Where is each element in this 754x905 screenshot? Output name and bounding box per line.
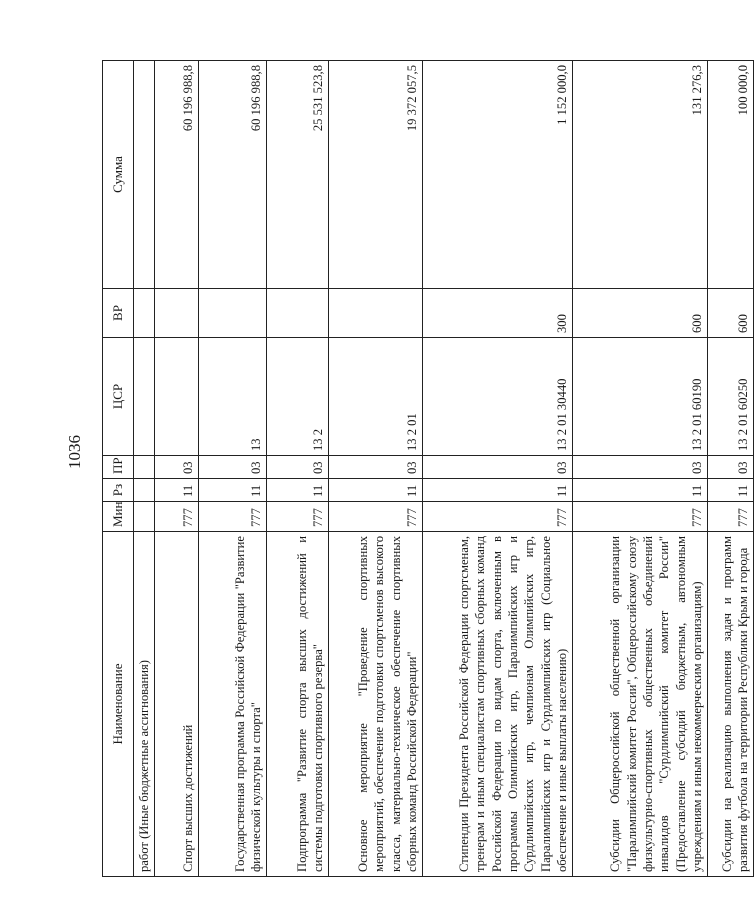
table-row: [199, 61, 267, 877]
budget-table-rotated: [102, 61, 750, 877]
row-vr: [329, 289, 423, 338]
row-vr: [267, 289, 329, 338]
header-vr: ВР: [103, 289, 134, 338]
row-pr: 03: [155, 456, 199, 479]
row-csr: 13 2 01: [329, 338, 423, 456]
row-name: Основное мероприятие "Проведение спортивных мероприятий, обеспечение подготовки спортсменов высокого класса, материально-техническое обеспечение спортивных сборных команд Российской Федерации": [329, 532, 423, 877]
row-csr: 13 2: [267, 338, 329, 456]
header-name: Наименование: [103, 532, 134, 877]
row-min: 777: [267, 502, 329, 532]
table-row: [423, 61, 573, 877]
row-rz: 11: [573, 479, 708, 502]
row-name: Государственная программа Российской Федерации "Развитие физической культуры и спорта": [199, 532, 267, 877]
table-row: [329, 61, 423, 877]
row-rz: 11: [155, 479, 199, 502]
row-min: 777: [423, 502, 573, 532]
row-rz: 11: [267, 479, 329, 502]
row-min: 777: [329, 502, 423, 532]
header-min: Мин: [103, 502, 134, 532]
row-vr: [199, 289, 267, 338]
row-csr: 13 2 01 60250: [708, 338, 754, 456]
row-rz: 11: [708, 479, 754, 502]
row-name: Субсидии Общероссийской общественной организации "Паралимпийский комитет России", Общероссийскому союзу физкультурно-спортивных общественных объединений инвалидов "Сурдлимпийский комитет России" (Предоставление субсидий бюджетным, автономным учреждениям и иным некоммерческим организациям): [573, 532, 708, 877]
row-min: 777: [708, 502, 754, 532]
row-csr: 13: [199, 338, 267, 456]
page-number: 1036: [65, 435, 84, 469]
row-vr: 300: [423, 289, 573, 338]
row-pr: 03: [267, 456, 329, 479]
row-sum: 60 196 988,8: [155, 61, 199, 289]
row-rz: 11: [329, 479, 423, 502]
table-row: [708, 61, 754, 877]
row-name: Стипендии Президента Российской Федерации спортсменам, тренерам и иным специалистам спортивных сборных команд Российской Федерации по видам спорта, включенным в программы Олимпийских игр, Паралимпийских игр и Сурдлимпийских игр, чемпионам Олимпийских игр, Паралимпийских игр и Сурдлимпийских игр (Социальное обеспечение и иные выплаты населению): [423, 532, 573, 877]
row-name: Подпрограмма "Развитие спорта высших достижений и системы подготовки спортивного резерва": [267, 532, 329, 877]
row-vr: 600: [573, 289, 708, 338]
row-rz: 11: [199, 479, 267, 502]
row-vr: 600: [708, 289, 754, 338]
continuation-text: работ (Иные бюджетные ассигнования): [134, 532, 155, 877]
row-sum: 60 196 988,8: [199, 61, 267, 289]
row-pr: 03: [573, 456, 708, 479]
header-rz: Рз: [103, 479, 134, 502]
row-sum: 1 152 000,0: [423, 61, 573, 289]
row-csr: [155, 338, 199, 456]
row-pr: 03: [199, 456, 267, 479]
table-row: [573, 61, 708, 877]
row-name: Субсидии на реализацию выполнения задач и программ развития футбола на территории Республики Крым и города: [708, 532, 754, 877]
budget-table: [102, 60, 754, 877]
row-sum: 100 000,0: [708, 61, 754, 289]
table-header-row: [103, 61, 134, 877]
row-min: 777: [155, 502, 199, 532]
row-sum: 131 276,3: [573, 61, 708, 289]
row-vr: [155, 289, 199, 338]
row-pr: 03: [329, 456, 423, 479]
header-sum: Сумма: [103, 61, 134, 289]
table-row: [267, 61, 329, 877]
header-csr: ЦСР: [103, 338, 134, 456]
row-sum: 25 531 523,8: [267, 61, 329, 289]
table-row: [155, 61, 199, 877]
row-pr: 03: [708, 456, 754, 479]
row-sum: 19 372 057,5: [329, 61, 423, 289]
row-csr: 13 2 01 60190: [573, 338, 708, 456]
table-row-continuation: [134, 61, 155, 877]
header-pr: ПР: [103, 456, 134, 479]
row-csr: 13 2 01 30440: [423, 338, 573, 456]
row-min: 777: [573, 502, 708, 532]
row-min: 777: [199, 502, 267, 532]
row-pr: 03: [423, 456, 573, 479]
row-name: Спорт высших достижений: [155, 532, 199, 877]
row-rz: 11: [423, 479, 573, 502]
